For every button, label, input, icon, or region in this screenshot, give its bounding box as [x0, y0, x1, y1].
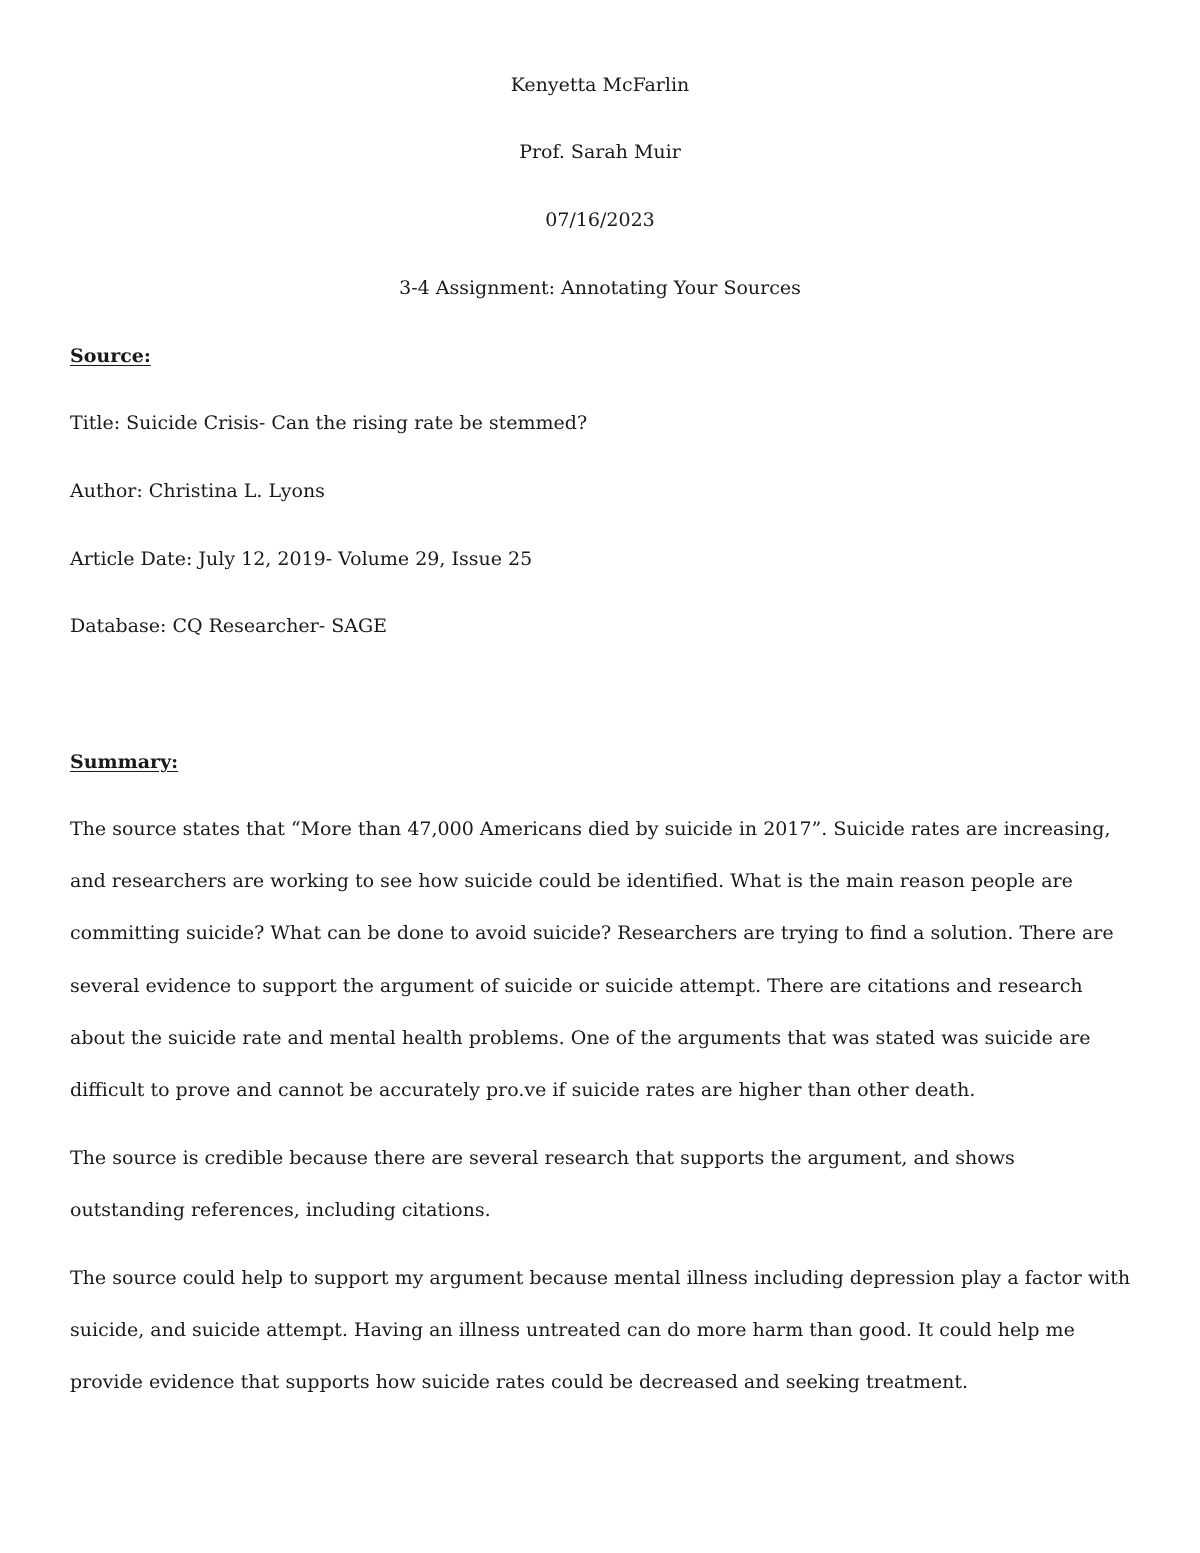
source-database: Database: CQ Researcher- SAGE	[70, 615, 388, 637]
submission-date: 07/16/2023	[545, 209, 655, 231]
source-heading: Source:	[70, 345, 151, 367]
professor-name: Prof. Sarah Muir	[519, 141, 681, 163]
source-article-date: Article Date: July 12, 2019- Volume 29, Issue 25	[70, 548, 533, 570]
source-author: Author: Christina L. Lyons	[70, 480, 325, 502]
summary-paragraph-1: The source states that “More than 47,000 Americans died by suicide in 2017”. Suicide rates are increasing, and researchers are working to see how suicide could be identified. What is the main reason people are committing suicide? What can be done to avoid suicide? Researchers are trying to find a solution. There are several evidence to support the argument of suicide or suicide attempt. There are citations and research about the suicide rate and mental health problems. One of the arguments that was stated was suicide are difficult to prove and cannot be accurately pro.ve if suicide rates are higher than other death.	[70, 818, 1114, 1102]
assignment-title: 3-4 Assignment: Annotating Your Sources	[399, 277, 801, 299]
student-name: Kenyetta McFarlin	[510, 74, 690, 96]
summary-paragraph-2: The source is credible because there are several research that supports the argument, and shows outstanding references, including citations.	[70, 1147, 1015, 1222]
summary-heading: Summary:	[70, 751, 179, 773]
summary-paragraph-3: The source could help to support my argument because mental illness including depression play a factor with suicide, and suicide attempt. Having an illness untreated can do more harm than good. It could help me provide evidence that supports how suicide rates could be decreased and seeking treatment.	[70, 1267, 1131, 1394]
source-title: Title: Suicide Crisis- Can the rising rate be stemmed?	[70, 412, 588, 434]
